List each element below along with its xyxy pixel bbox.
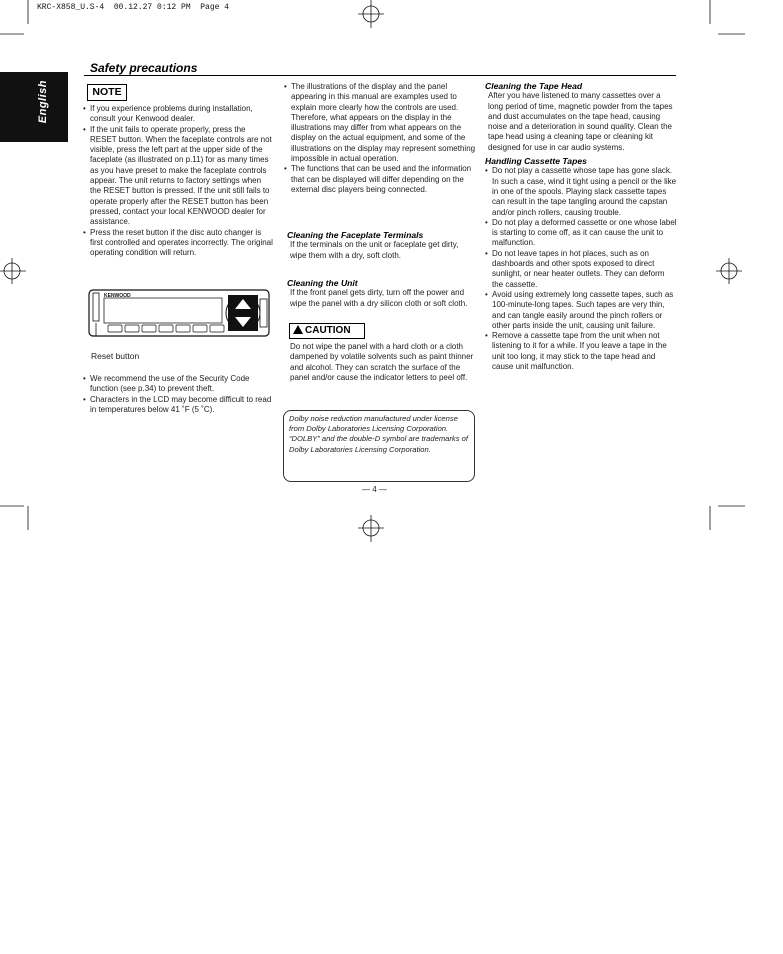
title-rule [84, 75, 676, 76]
list-item: • Characters in the LCD may become difficult to read in temperatures below 41 ˚F (5 ˚C). [83, 395, 273, 416]
caution-text: Do not wipe the panel with a hard cloth or a cloth dampened by volatile solvents such as paint thinner and alcohol. They can scratch the surface of the panel and/or cause the indicator letters to peel off. [290, 342, 474, 382]
list-item: • If the unit fails to operate properly, press the RESET button. When the faceplate controls are not visible, press the left part at the upper side of the faceplate (as illustrated on p.11) for as many times as you have preset to make the faceplate controls appear. The unit returns to factory settings when the RESET button is pressed. If the unit still fails to operate properly after the RESET button has been pressed, contact your local KENWOOD dealer for assistance. [83, 125, 273, 228]
list-item: • Remove a cassette tape from the unit when not listening to it for a while. If you leave a tape in the unit too long, it may stick to the tape head and cause unit malfunction. [485, 331, 677, 372]
unit-heading: Cleaning the Unit [287, 278, 358, 288]
language-tab [0, 72, 68, 142]
faceplate-text: If the terminals on the unit or faceplate get dirty, wipe them with a dry, soft cloth. [290, 240, 459, 260]
list-item: • The illustrations of the display and the panel appearing in this manual are examples used to explain more clearly how the controls are used. Therefore, what appears on the display in the illustrations may differ from what appears on the display on the actual equipment, and some of the illustrations on the display may represent something impossible in actual operation. [284, 82, 476, 164]
dolby-trademark-text: “DOLBY” and the double-D symbol are trademarks of Dolby Laboratories Licensing Corporation. [289, 434, 468, 454]
faceplate-section [287, 230, 477, 261]
tape-head-heading: Cleaning the Tape Head [485, 81, 583, 91]
warning-triangle-icon [293, 325, 303, 334]
list-item: • Do not play a deformed cassette or one whose label is starting to come off, as it can cause the unit to malfunction. [485, 218, 677, 249]
left-column-lower [83, 374, 273, 415]
list-item: • The functions that can be used and the information that can be displayed will differ depending on the external disc players being connected. [284, 164, 476, 195]
control-pad [226, 295, 267, 331]
caution-text-label: CAUTION [305, 325, 351, 336]
faceplate-heading: Cleaning the Faceplate Terminals [287, 230, 424, 240]
handling-heading: Handling Cassette Tapes [485, 156, 587, 167]
list-item: • Press the reset button if the disc auto changer is first controlled and operates incorrectly. The original operating condition will return. [83, 228, 273, 259]
left-column [83, 104, 273, 258]
dolby-text: Dolby noise reduction manufactured under license from Dolby Laboratories Licensing Corporation. [289, 414, 458, 434]
page-number: — 4 — [362, 485, 387, 494]
unit-section [287, 278, 477, 309]
dolby-notice [283, 410, 475, 482]
unit-text: If the front panel gets dirty, turn off the power and wipe the panel with a dry silicon cloth or soft cloth. [290, 288, 468, 308]
list-item: • Do not leave tapes in hot places, such as on dashboards and other spots exposed to direct sunlight, or near heater outlets. They can deform the cassette. [485, 249, 677, 290]
right-column [485, 81, 677, 372]
list-item: • We recommend the use of the Security Code function (see p.34) to prevent theft. [83, 374, 273, 395]
language-label: English [37, 80, 49, 124]
note-label: NOTE [87, 84, 127, 101]
middle-column [284, 82, 476, 195]
faceplate-illustration [88, 289, 272, 339]
brand-text: KENWOOD [104, 293, 131, 299]
caution-label [289, 323, 365, 339]
reset-button-label: Reset button [91, 351, 140, 361]
list-item: • Avoid using extremely long cassette tapes, such as 100-minute-long tapes. Such tapes are very thin, and can tangle easily around the pinch rollers or other parts inside the unit, causing unit failure. [485, 290, 677, 331]
caution-section [287, 342, 477, 383]
print-header: KRC-X858_U.S-4 00.12.27 0:12 PM Page 4 [37, 3, 230, 12]
section-title: Safety precautions [90, 61, 198, 75]
list-item: • If you experience problems during installation, consult your Kenwood dealer. [83, 104, 273, 125]
list-item: • Do not play a cassette whose tape has gone slack. In such a case, wind it tight using a pencil or the like in one of the spools. Playing slack cassette tapes can result in the tape tangling around the capstan and/or pinch rollers, causing trouble. [485, 166, 677, 217]
tape-head-text: After you have listened to many cassettes over a long period of time, magnetic powder from the tapes and dust accumulates on the tape head, causing noise and a deterioration in sound quality. Clean the tape head using a cleaning tape or cleaning kit designed for use in car audio systems. [488, 91, 673, 152]
